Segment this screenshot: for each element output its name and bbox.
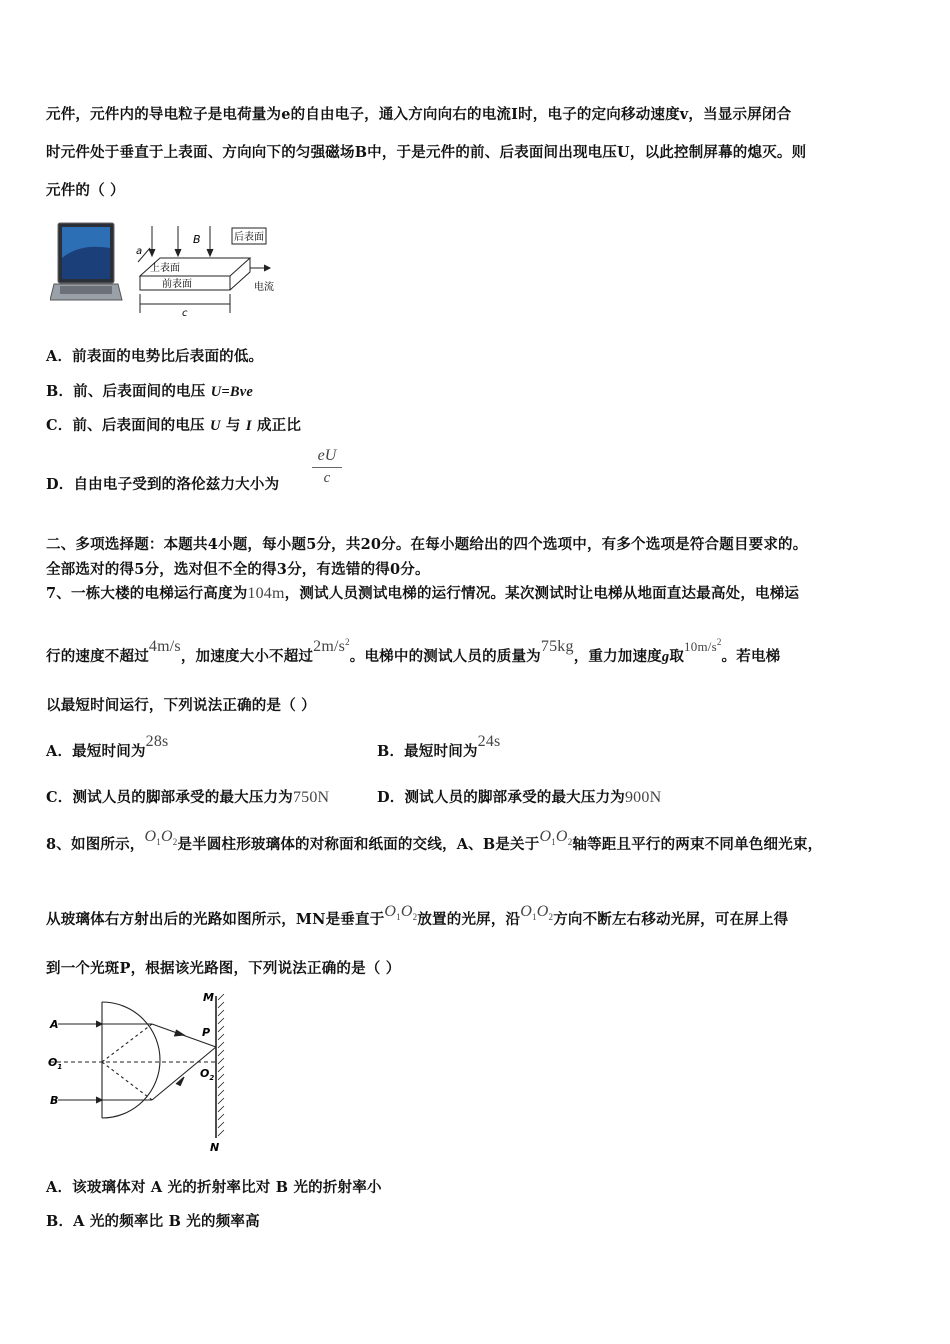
- q7-g-symbol: g: [661, 649, 670, 665]
- q7-text-2a: 行的速度不超过: [46, 648, 149, 665]
- laptop-icon: [50, 223, 122, 300]
- o1o2-symbol: [539, 828, 573, 848]
- sub-1: 1: [532, 912, 537, 923]
- label-n: N: [210, 1141, 220, 1154]
- label-o2-sub: 2: [209, 1074, 215, 1082]
- q8-option-b: B．A 光的频率比 B 光的频率高: [46, 1213, 260, 1230]
- o-letter: O: [144, 828, 157, 845]
- fraction-bar: [312, 467, 342, 468]
- q7-height-value: 104m: [247, 585, 285, 602]
- q8-line-1: [46, 828, 823, 855]
- label-m: M: [203, 991, 214, 1004]
- label-o2-letter: O: [200, 1067, 210, 1080]
- optics-figure: [40, 988, 240, 1158]
- q6-option-b: [46, 380, 253, 401]
- label-a: a: [136, 246, 143, 257]
- q7-speed-value: 4m/s: [148, 638, 181, 655]
- intro-line-2: 时元件处于垂直于上表面、方向向下的匀强磁场B中，于是元件的前、后表面间出现电压U，以此控制屏幕的熄灭。则: [46, 144, 807, 161]
- label-p: P: [202, 1026, 211, 1039]
- q7-text-1a: 7、一栋大楼的电梯运行高度为: [46, 585, 248, 602]
- o-letter: O: [539, 828, 552, 845]
- q7-option-d-value: 900N: [624, 789, 662, 806]
- q8-line-3: 到一个光斑P，根据该光路图，下列说法正确的是（ ）: [46, 960, 401, 977]
- q7-option-c-text: C．测试人员的脚部承受的最大压力为: [46, 789, 293, 806]
- q7-option-a-text: A．最短时间为: [46, 743, 146, 760]
- q7-text-1b: ，测试人员测试电梯的运行情况。某次测试时让电梯从地面直达最高处，电梯运: [284, 585, 800, 602]
- q8-text-2a: 从玻璃体右方射出后的光路如图所示，MN是垂直于: [46, 911, 385, 928]
- q7-option-d-text: D．测试人员的脚部承受的最大压力为: [377, 789, 625, 806]
- o1o2-symbol: [144, 828, 178, 848]
- q7-option-c: [46, 786, 329, 807]
- label-o1: [48, 1056, 62, 1071]
- label-o1-sub: 1: [57, 1063, 63, 1071]
- q7-text-2c: 。电梯中的测试人员的质量为: [349, 648, 541, 665]
- q7-text-2f: 。若电梯: [721, 648, 781, 665]
- q7-option-a: [46, 733, 169, 761]
- o-letter: O: [400, 903, 413, 920]
- o-letter: O: [160, 828, 173, 845]
- section2-line-2: 全部选对的得5分，选对但不全的得3分，有选错的得0分。: [46, 561, 430, 578]
- q7-accel-exp: 2: [345, 637, 350, 647]
- q8-text-2c: 方向不断左右移动光屏，可在屏上得: [553, 911, 789, 928]
- label-front-surface: 前表面: [162, 279, 192, 290]
- q7-text-2e: 取: [669, 648, 685, 665]
- q7-text-2b: ，加速度大小不超过: [180, 648, 314, 665]
- q7-option-a-value: 28s: [145, 733, 169, 750]
- section2-line-1: 二、多项选择题：本题共4小题，每小题5分，共20分。在每小题给出的四个选项中，有多个选项是符合题目要求的。: [46, 536, 808, 553]
- label-top-surface: 上表面: [150, 263, 180, 274]
- label-current: 电流: [254, 282, 274, 293]
- q6-option-d-fraction: [312, 447, 342, 487]
- fraction-denominator: c: [323, 470, 331, 486]
- fraction-numerator: eU: [317, 447, 337, 464]
- sub-2: 2: [567, 837, 573, 848]
- q7-option-d: [377, 786, 661, 807]
- q7-line-3: 以最短时间运行，下列说法正确的是（ ）: [46, 697, 316, 714]
- q6-option-c-text: C．前、后表面间的电压: [46, 417, 210, 434]
- o-letter: O: [536, 903, 549, 920]
- q8-option-a: A．该玻璃体对 A 光的折射率比对 B 光的折射率小: [46, 1179, 382, 1196]
- label-a: A: [50, 1018, 59, 1031]
- q7-accel-base: 2m/s: [313, 638, 346, 655]
- intro-line-1: 元件，元件内的导电粒子是电荷量为e的自由电子，通入方向向右的电流I时，电子的定向移动速度v，当显示屏闭合: [46, 106, 792, 123]
- q6-option-b-text: B．前、后表面间的电压: [46, 383, 211, 400]
- label-o2: [200, 1067, 214, 1082]
- q7-gravity-base: 10m/s: [684, 639, 717, 654]
- q7-accel-value: [313, 638, 350, 655]
- sub-1: 1: [551, 837, 556, 848]
- q7-mass-value: 75kg: [540, 638, 574, 655]
- label-back-surface: 后表面: [234, 232, 264, 243]
- o-letter: O: [384, 903, 397, 920]
- q6-option-c-mid: 与: [220, 417, 246, 434]
- q7-text-2d: ，重力加速度: [573, 648, 662, 665]
- label-c: c: [182, 308, 188, 318]
- q8-text-2b: 放置的光屏，沿: [417, 911, 521, 928]
- q7-option-b-value: 24s: [477, 733, 501, 750]
- sub-2: 2: [172, 837, 178, 848]
- q6-option-c: [46, 414, 301, 435]
- q7-option-b-text: B．最短时间为: [377, 743, 478, 760]
- q7-line-2: [46, 637, 781, 666]
- sub-1: 1: [396, 912, 401, 923]
- q7-gravity-value: [684, 639, 722, 654]
- q6-option-c-i: I: [245, 418, 252, 434]
- label-o1-letter: O: [48, 1056, 58, 1069]
- q7-option-b: [377, 733, 501, 761]
- o-letter: O: [555, 828, 568, 845]
- q6-option-c-u: U: [210, 418, 221, 434]
- q8-text-1b: 是半圆柱形玻璃体的对称面和纸面的交线，A、B是关于: [177, 836, 540, 853]
- q8-line-2: [46, 903, 789, 930]
- q7-line-1: [46, 582, 799, 603]
- intro-line-3: 元件的（ ）: [46, 182, 125, 199]
- q6-option-b-formula: U=Bve: [210, 384, 253, 400]
- q8-text-1a: 8、如图所示，: [46, 836, 145, 853]
- label-b: B: [193, 233, 201, 246]
- q7-option-c-value: 750N: [292, 789, 330, 806]
- q6-option-a: A．前表面的电势比后表面的低。: [46, 348, 264, 365]
- hall-element-figure: [50, 218, 280, 318]
- sub-2: 2: [412, 912, 418, 923]
- sub-1: 1: [156, 837, 161, 848]
- q6-option-d: D．自由电子受到的洛伦兹力大小为: [46, 476, 280, 493]
- o-letter: O: [520, 903, 533, 920]
- q6-option-c-suffix: 成正比: [251, 417, 302, 434]
- q7-gravity-exp: 2: [716, 637, 722, 647]
- label-b: B: [50, 1094, 59, 1107]
- sub-2: 2: [548, 912, 554, 923]
- o1o2-symbol: [384, 903, 418, 923]
- o1o2-symbol: [520, 903, 554, 923]
- q8-text-1c: 轴等距且平行的两束不同单色细光束，: [572, 836, 823, 853]
